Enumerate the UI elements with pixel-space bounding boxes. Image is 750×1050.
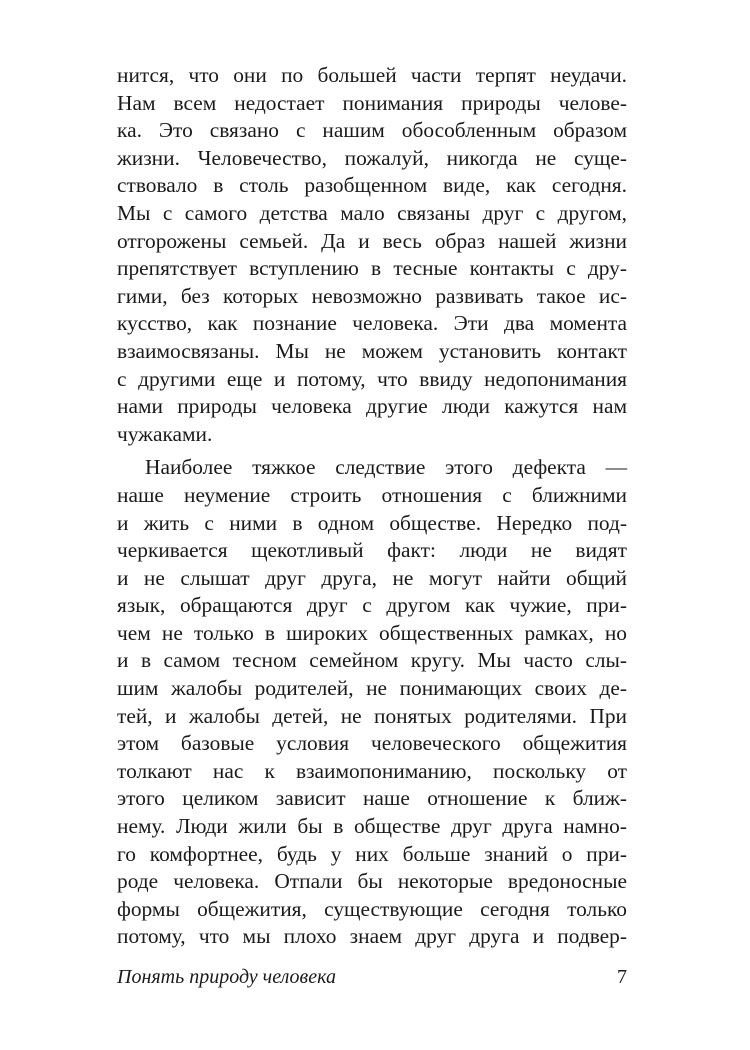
text-line: и в самом тесном семейном кругу. Мы часто слы- <box>117 648 627 673</box>
text-line: с другими еще и потому, что ввиду недопонимания <box>117 366 627 391</box>
text-line: этом базовые условия человеческого общежития <box>117 731 627 756</box>
text-line: толкают нас к взаимопониманию, поскольку от <box>117 758 627 783</box>
page-body <box>117 62 627 951</box>
text-line: кусство, как познание человека. Эти два момента <box>117 311 627 336</box>
text-line: жизни. Человечество, пожалуй, никогда не суще- <box>117 145 627 170</box>
text-line: препятствует вступлению в тесные контакты с дру- <box>117 256 627 281</box>
text-line: и жить с ними в одном обществе. Нередко под- <box>117 510 627 535</box>
text-line: Мы с самого детства мало связаны друг с другом, <box>117 200 627 225</box>
text-line: шим жалобы родителей, не понимающих своих де- <box>117 676 627 701</box>
text-line: ствовало в столь разобщенном виде, как сегодня. <box>117 173 627 198</box>
paragraph-1 <box>117 62 627 448</box>
text-line: нами природы человека другие люди кажутся нам <box>117 394 627 419</box>
text-line: нится, что они по большей части терпят неудачи. <box>117 63 627 87</box>
text-line: го комфортнее, будь у них больше знаний о при- <box>117 841 627 866</box>
page-number: 7 <box>617 966 627 988</box>
text-line: гими, без которых невозможно развивать такое ис- <box>117 283 627 308</box>
text-line: формы общежития, существующие сегодня только <box>117 896 627 921</box>
text-line: этого целиком зависит наше отношение к ближ- <box>117 786 627 811</box>
text-line: роде человека. Отпали бы некоторые вредоносные <box>117 869 627 894</box>
text-line: наше неумение строить отношения с ближними <box>117 482 627 507</box>
paragraph-2 <box>117 454 627 951</box>
text-line: чем не только в широких общественных рамках, но <box>117 620 627 645</box>
text-line: отгорожены семьей. Да и весь образ нашей жизни <box>117 228 627 253</box>
text-line: тей, и жалобы детей, не понятых родителями. При <box>117 703 627 728</box>
text-line: нему. Люди жили бы в обществе друг друга намно- <box>117 814 627 839</box>
running-title: Понять природу человека <box>117 966 336 988</box>
text-line: и не слышат друг друга, не могут найти общий <box>117 565 627 590</box>
text-line: потому, что мы плохо знаем друг друга и подвер- <box>117 924 627 949</box>
text-line: взаимосвязаны. Мы не можем установить контакт <box>117 338 627 363</box>
text-line: язык, обращаются друг с другом как чужие, при- <box>117 593 627 618</box>
text-line: Нам всем недостает понимания природы челове- <box>117 90 627 115</box>
text-line: чужаками. <box>117 421 213 446</box>
text-line: Наиболее тяжкое следствие этого дефекта — <box>145 455 627 480</box>
text-line: черкивается щекотливый факт: люди не видят <box>117 538 627 563</box>
text-line: ка. Это связано с нашим обособленным образом <box>117 118 627 143</box>
